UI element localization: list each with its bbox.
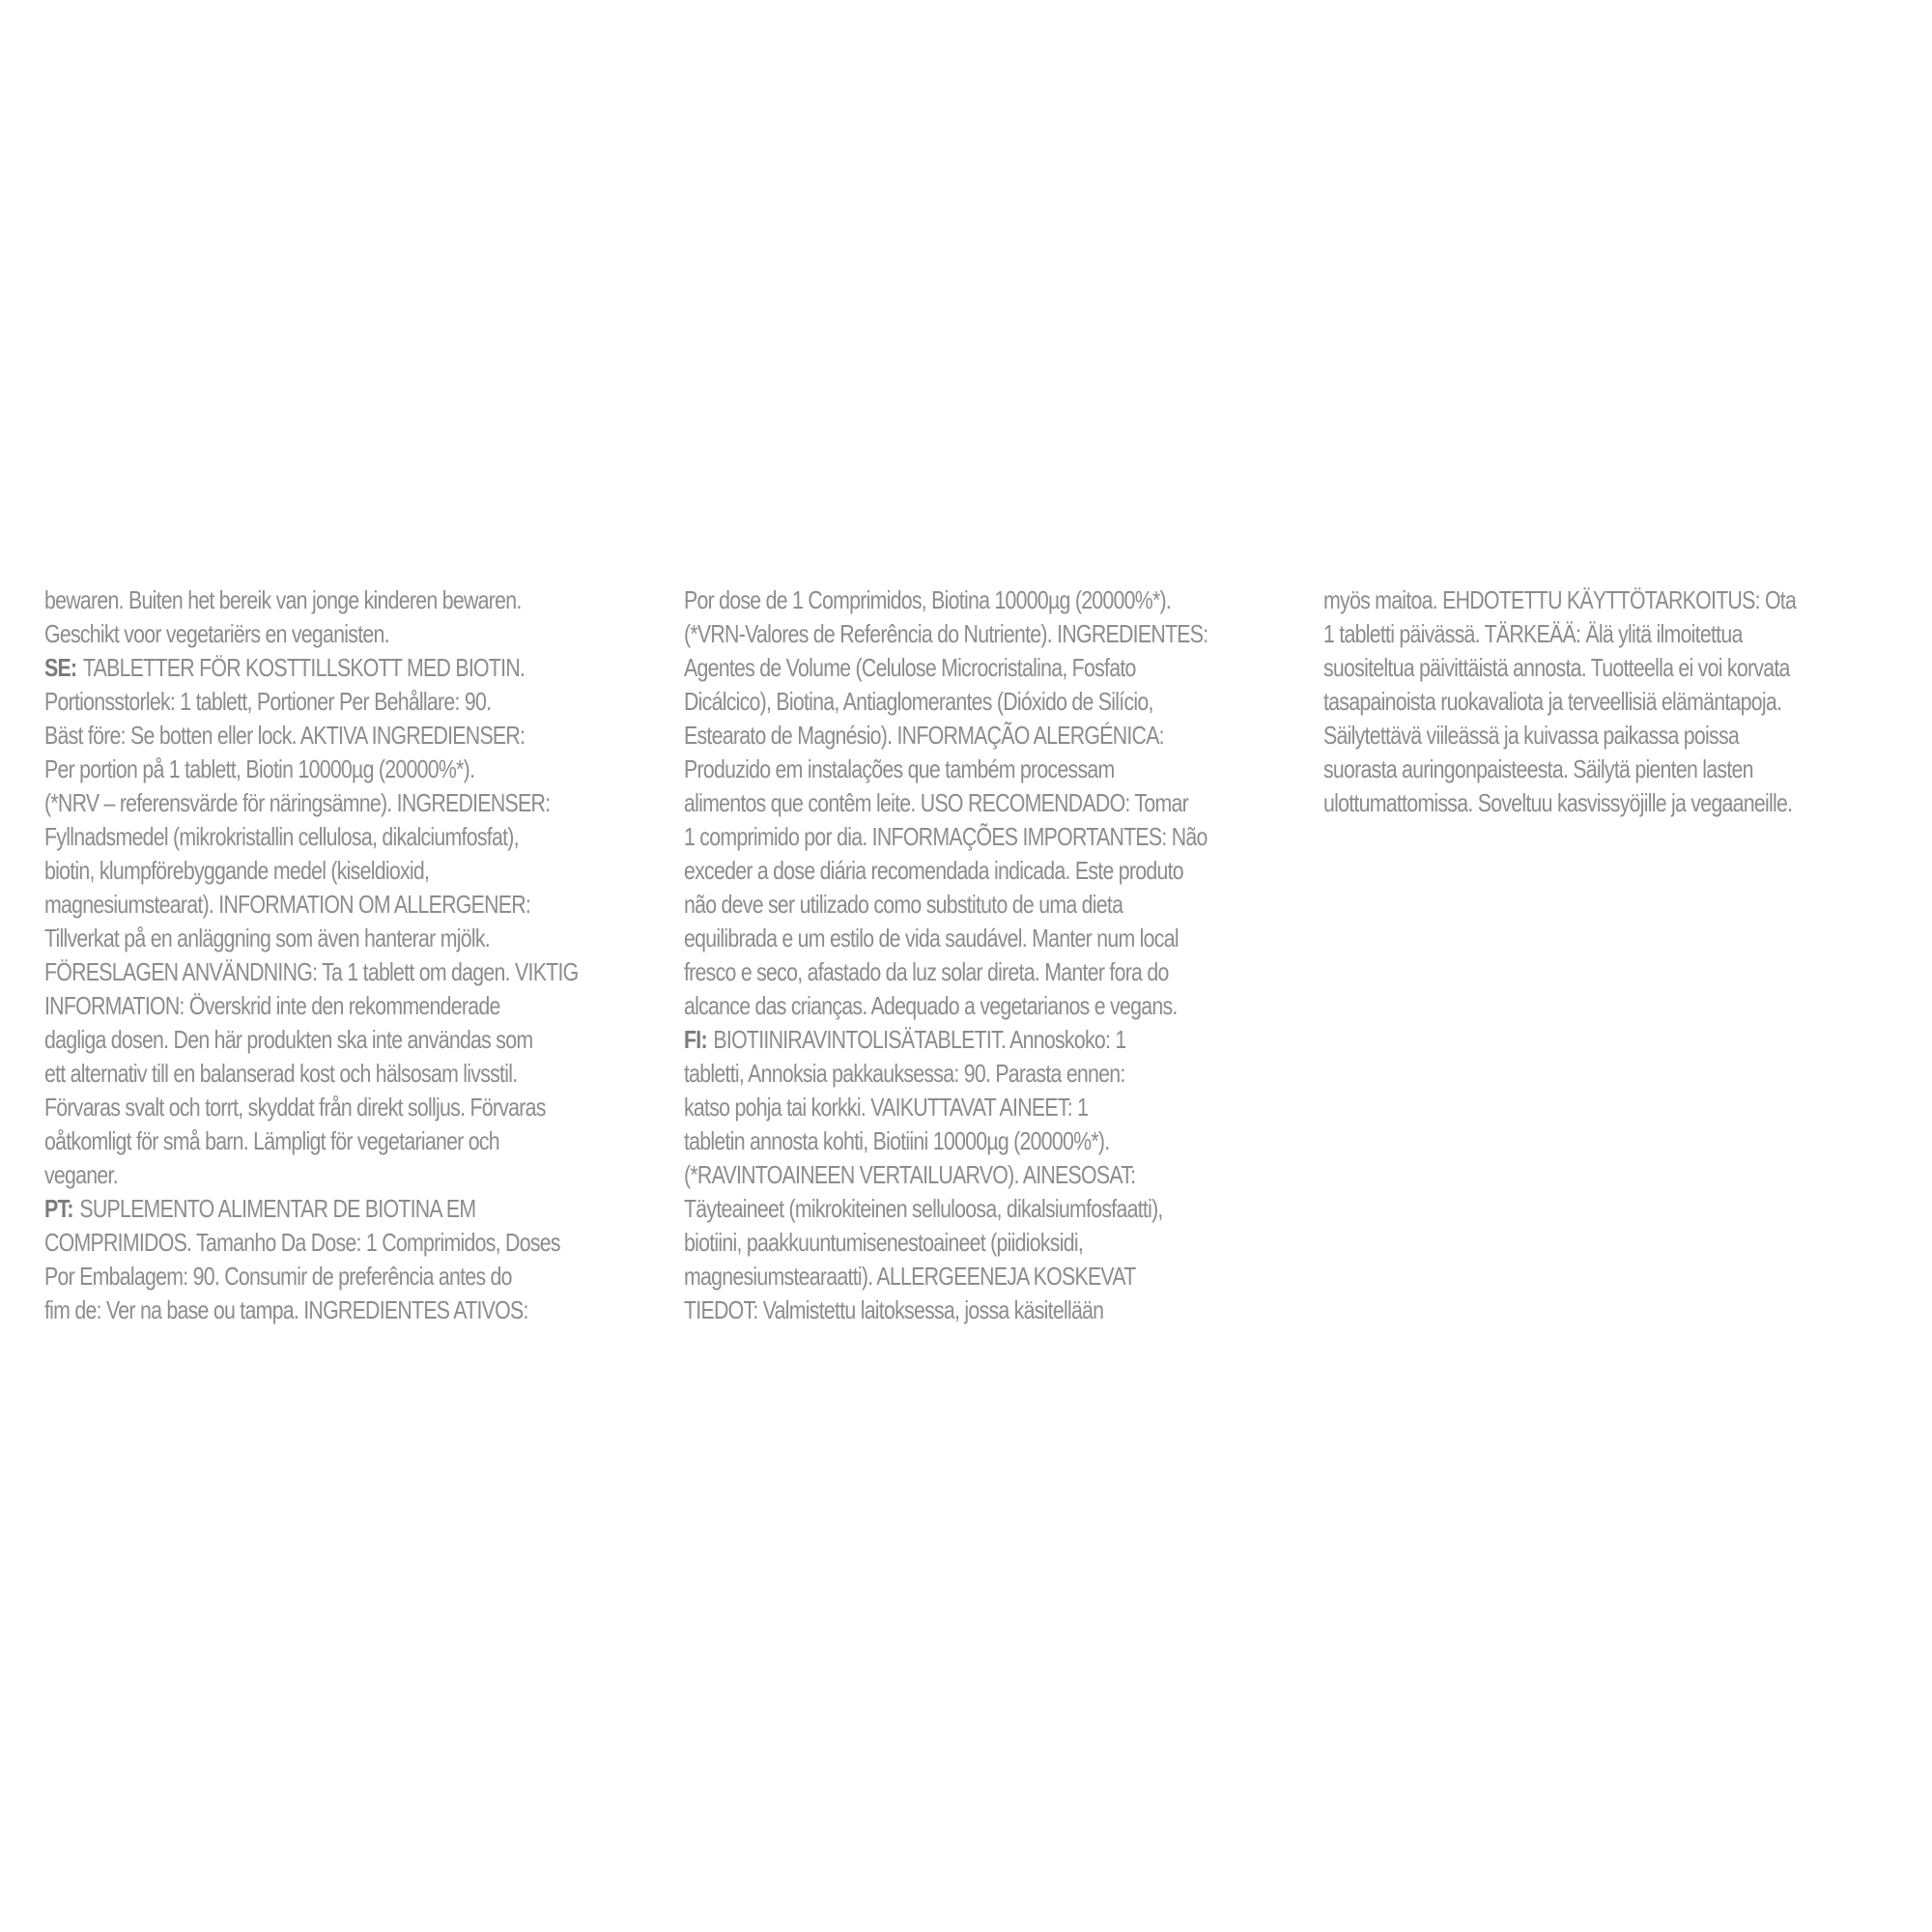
text-line [684, 854, 1191, 888]
line-text: tasapainoista ruokavaliota ja terveellisiä elämäntapoja. [1323, 687, 1782, 716]
line-text: alcance das crianças. Adequado a vegetarianos e vegans. [684, 991, 1178, 1020]
line-text: 1 tabletti päivässä. TÄRKEÄÄ: Älä ylitä ilmoitettua [1323, 619, 1743, 648]
text-line [684, 753, 1191, 786]
text-line [684, 955, 1191, 989]
text-line [684, 685, 1191, 719]
line-text: Säilytettävä viileässä ja kuivassa paikassa poissa [1323, 721, 1740, 750]
text-line [684, 820, 1208, 854]
text-line [44, 1226, 560, 1260]
text-line [684, 786, 1191, 820]
text-column-1 [44, 583, 663, 1327]
text-line [684, 617, 1208, 651]
text-line [684, 1124, 1191, 1158]
line-text: magnesiumstearaatti). ALLERGEENEJA KOSKEVAT [684, 1262, 1136, 1291]
text-line [44, 820, 552, 854]
text-line [44, 685, 552, 719]
text-line [684, 651, 1191, 685]
text-line [684, 888, 1191, 922]
line-text: Por dose de 1 Comprimidos, Biotina 10000µg (20000%*). [684, 585, 1172, 614]
text-line [1323, 685, 1831, 719]
text-line [44, 1057, 552, 1091]
line-text: fim de: Ver na base ou tampa. INGREDIENTES ATIVOS: [44, 1295, 528, 1324]
line-text: Dicálcico), Biotina, Antiaglomerantes (Dióxido de Silício, [684, 687, 1153, 716]
line-text: (*RAVINTOAINEEN VERTAILUARVO). AINESOSAT: [684, 1160, 1136, 1189]
text-line [684, 1260, 1191, 1293]
text-line [684, 1158, 1191, 1192]
line-text: Estearato de Magnésio). INFORMAÇÃO ALERGÉNICA: [684, 721, 1164, 750]
line-text: suorasta auringonpaisteesta. Säilytä pienten lasten [1323, 754, 1753, 783]
text-line [44, 1124, 552, 1158]
text-line [684, 1192, 1191, 1226]
text-line [44, 1158, 552, 1192]
line-text: suositeltua päivittäistä annosta. Tuotteella ei voi korvata [1323, 653, 1790, 682]
line-text: Bäst före: Se botten eller lock. AKTIVA INGREDIENSER: [44, 721, 526, 750]
line-text: Por Embalagem: 90. Consumir de preferência antes do [44, 1262, 512, 1291]
line-text: não deve ser utilizado como substituto de uma dieta [684, 890, 1123, 919]
line-text: Agentes de Volume (Celulose Microcristalina, Fosfato [684, 653, 1136, 682]
text-line [44, 719, 552, 753]
text-line [684, 922, 1191, 955]
line-text: Portionsstorlek: 1 tablett, Portioner Per Behållare: 90. [44, 687, 492, 716]
line-text: exceder a dose diária recomendada indicada. Este produto [684, 856, 1183, 885]
line-text: ulottumattomissa. Soveltuu kasvissyöjille ja vegaaneille. [1323, 788, 1793, 817]
line-text: FÖRESLAGEN ANVÄNDNING: Ta 1 tablett om dagen. VIKTIG [44, 957, 579, 986]
text-line [44, 617, 552, 651]
text-line [1323, 786, 1831, 820]
line-text: dagliga dosen. Den här produkten ska inte användas som [44, 1025, 533, 1054]
language-code: FI: [684, 1025, 707, 1054]
line-text: (*NRV – referensvärde för näringsämne). INGREDIENSER: [44, 788, 551, 817]
line-text: SUPLEMENTO ALIMENTAR DE BIOTINA EM [79, 1194, 476, 1223]
line-text: COMPRIMIDOS. Tamanho Da Dose: 1 Comprimidos, Doses [44, 1228, 560, 1257]
text-line [44, 753, 552, 786]
line-text: Geschikt voor vegetariërs en veganisten. [44, 619, 389, 648]
language-code: PT: [44, 1194, 73, 1223]
text-line [44, 888, 552, 922]
line-text: Täyteaineet (mikrokiteinen selluloosa, dikalsiumfosfaatti), [684, 1194, 1163, 1223]
text-line [1323, 617, 1831, 651]
line-text: 1 comprimido por dia. INFORMAÇÕES IMPORTANTES: Não [684, 822, 1208, 851]
text-line [44, 786, 552, 820]
text-line [44, 1192, 552, 1226]
line-text: veganer. [44, 1160, 118, 1189]
text-line [1323, 651, 1831, 685]
text-line [44, 1023, 552, 1057]
line-text: tabletin annosta kohti, Biotiini 10000µg (20000%*). [684, 1126, 1110, 1155]
line-text: TIEDOT: Valmistettu laitoksessa, jossa käsitellään [684, 1295, 1104, 1324]
text-line [684, 719, 1191, 753]
line-text: Förvaras svalt och torrt, skyddat från direkt solljus. Förvaras [44, 1093, 546, 1122]
text-line [44, 955, 579, 989]
text-line [44, 583, 552, 617]
language-code: SE: [44, 653, 77, 682]
line-text: katso pohja tai korkki. VAIKUTTAVAT AINEET: 1 [684, 1093, 1089, 1122]
text-line [1323, 753, 1831, 786]
text-line [684, 1091, 1191, 1124]
text-line [684, 989, 1191, 1023]
text-line [684, 1293, 1191, 1327]
line-text: Per portion på 1 tablett, Biotin 10000µg (20000%*). [44, 754, 475, 783]
line-text: alimentos que contêm leite. USO RECOMENDADO: Tomar [684, 788, 1188, 817]
text-line [44, 989, 552, 1023]
line-text: Produzido em instalações que também processam [684, 754, 1115, 783]
text-line [44, 922, 552, 955]
text-column-2 [684, 583, 1302, 1327]
text-line [44, 1260, 552, 1293]
line-text: magnesiumstearat). INFORMATION OM ALLERGENER: [44, 890, 531, 919]
line-text: TABLETTER FÖR KOSTTILLSKOTT MED BIOTIN. [82, 653, 526, 682]
text-line [1323, 583, 1831, 617]
text-line [684, 1226, 1191, 1260]
line-text: fresco e seco, afastado da luz solar direta. Manter fora do [684, 957, 1169, 986]
line-text: ett alternativ till en balanserad kost och hälsosam livsstil. [44, 1059, 518, 1088]
text-line [44, 1091, 552, 1124]
text-line [1323, 719, 1831, 753]
line-text: equilibrada e um estilo de vida saudável. Manter num local [684, 923, 1179, 952]
line-text: biotiini, paakkuuntumisenestoaineet (piidioksidi, [684, 1228, 1084, 1257]
line-text: myös maitoa. EHDOTETTU KÄYTTÖTARKOITUS: Ota [1323, 585, 1797, 614]
line-text: (*VRN-Valores de Referência do Nutriente). INGREDIENTES: [684, 619, 1208, 648]
line-text: bewaren. Buiten het bereik van jonge kinderen bewaren. [44, 585, 522, 614]
line-text: BIOTIINIRAVINTOLISÄTABLETIT. Annoskoko: 1 [713, 1025, 1126, 1054]
text-column-3 [1323, 583, 1932, 820]
text-line [44, 1293, 552, 1327]
line-text: Fyllnadsmedel (mikrokristallin cellulosa, dikalciumfosfat), [44, 822, 519, 851]
line-text: tabletti, Annoksia pakkauksessa: 90. Parasta ennen: [684, 1059, 1125, 1088]
text-line [684, 1023, 1191, 1057]
line-text: oåtkomligt för små barn. Lämpligt för vegetarianer och [44, 1126, 499, 1155]
text-line [684, 1057, 1191, 1091]
line-text: biotin, klumpförebyggande medel (kiseldioxid, [44, 856, 430, 885]
text-line [44, 854, 552, 888]
text-line [684, 583, 1191, 617]
line-text: Tillverkat på en anläggning som även hanterar mjölk. [44, 923, 490, 952]
text-line [44, 651, 552, 685]
line-text: INFORMATION: Överskrid inte den rekommenderade [44, 991, 500, 1020]
